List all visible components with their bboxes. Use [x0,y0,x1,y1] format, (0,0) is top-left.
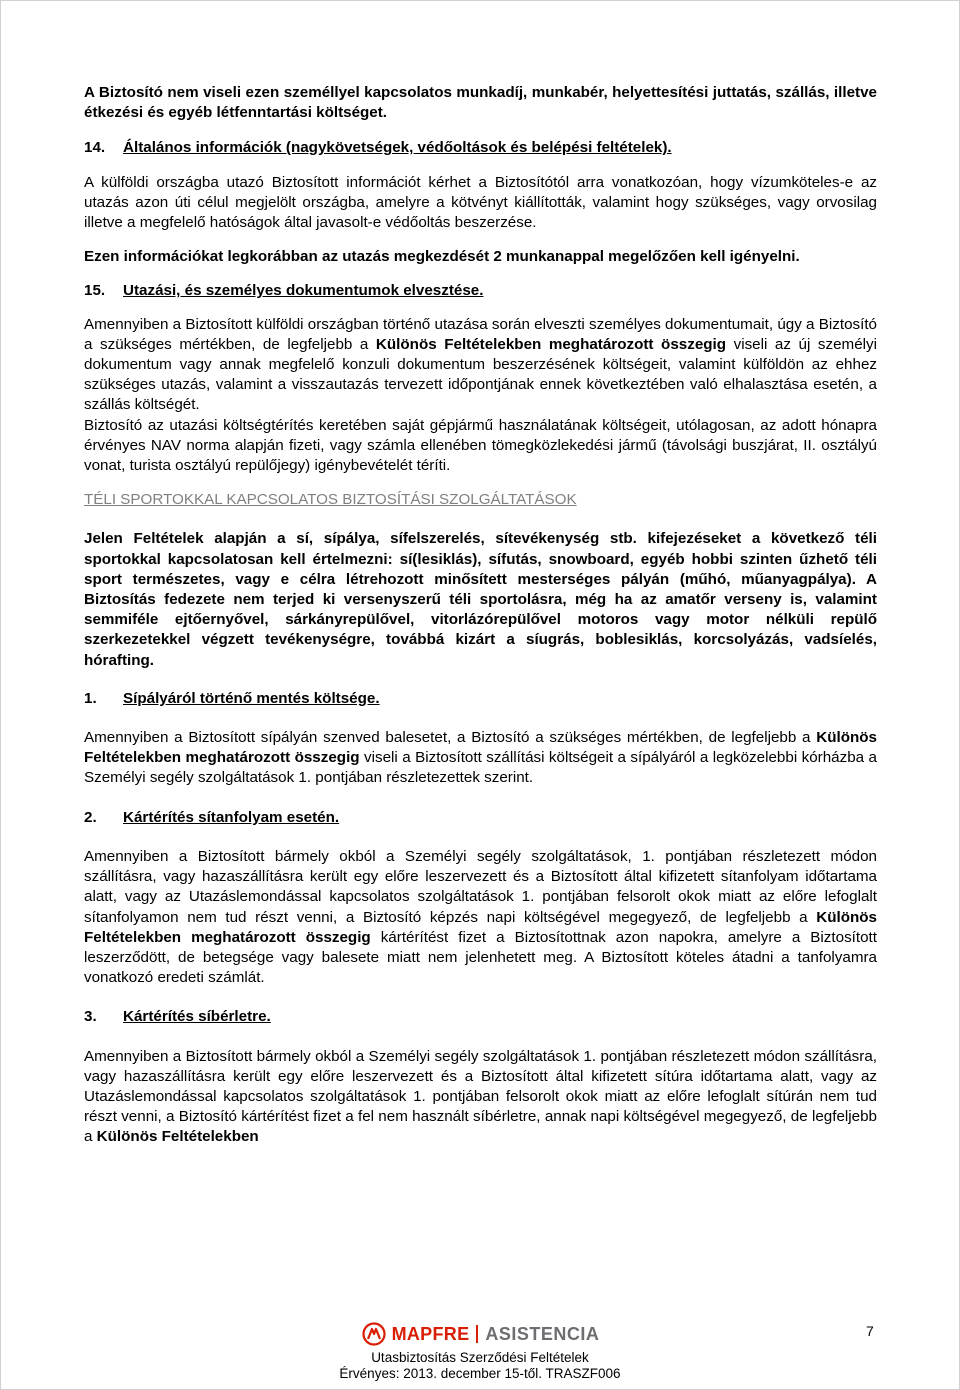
page-footer [0,1322,960,1382]
paragraph-travel-cost: Biztosító az utazási költségtérítés keretében saját gépjármű használatának költségeit, utólagosan, az adott hónapra érvényes NAV norma alapján fizeti, vagy számla ellenében tömegközlekedési jármű (távolsági buszjárat, II. osztályú vonat, turista osztályú repülőjegy) igénybevételét téríti. [84,416,877,475]
paragraph-documents [84,315,877,416]
section-number: 2. [84,808,97,826]
section-15-heading [84,281,877,301]
paragraph-info: A külföldi országba utazó Biztosított információt kérhet a Biztosítótól arra vonatkozóan, hogy vízumköteles-e az utazás azon úti célul megjelölt országba, amelyre a kötvényt kiállították, valamint hogy szükséges, vagy orvosilag illetve a megfelelő hatóságok által javasolt-e védőoltás beszerzése. [84,173,877,232]
winter-section-1-heading [84,689,877,709]
section-title: Kártérítés sítanfolyam esetén. [123,808,340,826]
text-run: Amennyiben a Biztosított bármely okból a Személyi segély szolgáltatások 1. pontjában részletezett módon szállításra, vagy hazaszállításra került egy előre leszervezett és a Biztosított által kifizetett sítúra időtartama alatt, vagy az Utazáslemondással kapcsolatos szolgáltatások 1. pontjában felsorolt okok miatt az előre lefoglalt sítúrán nem tud részt venni, a Biztosító kártérítést fizet a fel nem használt síbérletre, annak napi költségével megegyező, de legfeljebb a [84,1047,877,1146]
paragraph-slope-rescue [84,728,877,789]
section-title: Kártérítés síbérletre. [123,1008,271,1026]
text-run-bold: Különös Feltételekben [96,1128,259,1146]
section-number: 1. [84,689,97,707]
section-number: 15. [84,282,106,300]
text-run-bold: Különös Feltételekben meghatározott összegig [375,335,727,353]
section-number: 14. [84,139,106,157]
section-title: Általános információk (nagykövetségek, védőoltások és belépési feltételek). [123,139,672,157]
section-14-heading [84,138,877,158]
page-number: 7 [866,1323,874,1339]
section-title: Utazási, és személyes dokumentumok elvesztése. [123,282,484,300]
mapfre-logo [361,1322,600,1346]
text-run: Amennyiben a Biztosított sípályán szenved balesetet, a Biztosító a szükséges mértékben, de legfeljebb a [84,729,817,747]
paragraph-winter-definitions: Jelen Feltételek alapján a sí, sípálya, sífelszerelés, sítevékenység stb. kifejezéseket a következő téli sportokkal kapcsolatosan kell értelmezni: sí(lesiklás), sífutás, snowboard, egyéb hobbi szinten űzhető téli sport természetes, vagy e célra létrehozott minősített mesterséges pályán (műhó, műanyagpálya). A Biztosítás fedezete nem terjed ki versenyszerű téli sportolásra, még ha az amatőr verseny is, valamint semmiféle ejtőernyővel, sárkányrepülővel, vitorlázórepülővel motoros vagy motor nélküli repülő szerkezetekkel végzett tevékenységre, továbbá kizárt a síugrás, boblesiklás, korcsolyázás, vadsíelés, hórafting. [84,530,877,669]
paragraph-ski-pass [84,1047,877,1148]
paragraph-ski-course [84,847,877,988]
footer-validity: Érvényes: 2013. december 15-től. TRASZF006 [339,1366,621,1381]
text-run-bold: Különös Feltételekben meghatározott összegig [84,908,877,946]
footer-document-title: Utasbiztosítás Szerződési Feltételek [371,1350,589,1365]
paragraph-info-deadline: Ezen információkat legkorábban az utazás megkezdését 2 munkanappal megelőzően kell igényelni. [84,248,800,266]
section-number: 3. [84,1008,97,1026]
text-run: Amennyiben a Biztosított külföldi országban történő utazása során elveszti személyes dokumentumait, úgy a Biztosító a szükséges mértékben, de legfeljebb a [84,315,877,353]
text-run-bold: Különös Feltételekben meghatározott összegig [84,729,877,767]
mapfre-emblem-icon [361,1322,387,1346]
document-body [84,83,877,1148]
text-run: viseli az új személyi dokumentum vagy annak megfelelő konzuli dokumentum beszerzésének költségeit, valamint külföldön az ehhez szükséges utazás, valamint a visszautazás tervezett időpontjának ennek következtében való elhalasztása esetén, a szállás költségét. [84,335,877,414]
paragraph-exclusion: A Biztosító nem viseli ezen személlyel kapcsolatos munkadíj, munkabér, helyettesítési juttatás, szállás, illetve étkezési és egyéb létfenntartási költséget. [84,84,877,122]
brand-name: MAPFRE [391,1323,470,1344]
text-run: viseli a Biztosított szállítási költségeit a sípályáról a legközelebbi kórházba a Személyi segély szolgáltatások 1. pontjában részletezettek szerint. [84,749,878,787]
winter-section-2-heading [84,808,877,828]
text-run: Amennyiben a Biztosított bármely okból a Személyi segély szolgáltatások, 1. pontjában részletezett módon szállításra, vagy hazaszállításra került egy előre leszervezett és a Biztosított által kifizetett sítanfolyam időtartama alatt, vagy az Utazáslemondással kapcsolatos szolgáltatások 1. pontjában felsorolt okok miatt az előre lefoglalt sítanfolyamon nem tud részt venni, a Biztosító képzés napi költségével megegyező, de legfeljebb a [84,847,877,926]
winter-sports-heading: TÉLI SPORTOKKAL KAPCSOLATOS BIZTOSÍTÁSI SZOLGÁLTATÁSOK [84,491,577,509]
brand-subtitle: ASISTENCIA [485,1323,600,1344]
section-title: Sípályáról történő mentés költsége. [123,689,380,707]
text-run: kártérítést fizet a Biztosítottnak azon napokra, amelyre a Biztosított leszerződött, de betegsége vagy balesete miatt nem jelenhetett meg. A Biztosított köteles átadni a tanfolyamra vonatkozó eredeti számlát. [84,928,877,987]
winter-section-3-heading [84,1007,877,1027]
logo-divider [476,1325,478,1343]
